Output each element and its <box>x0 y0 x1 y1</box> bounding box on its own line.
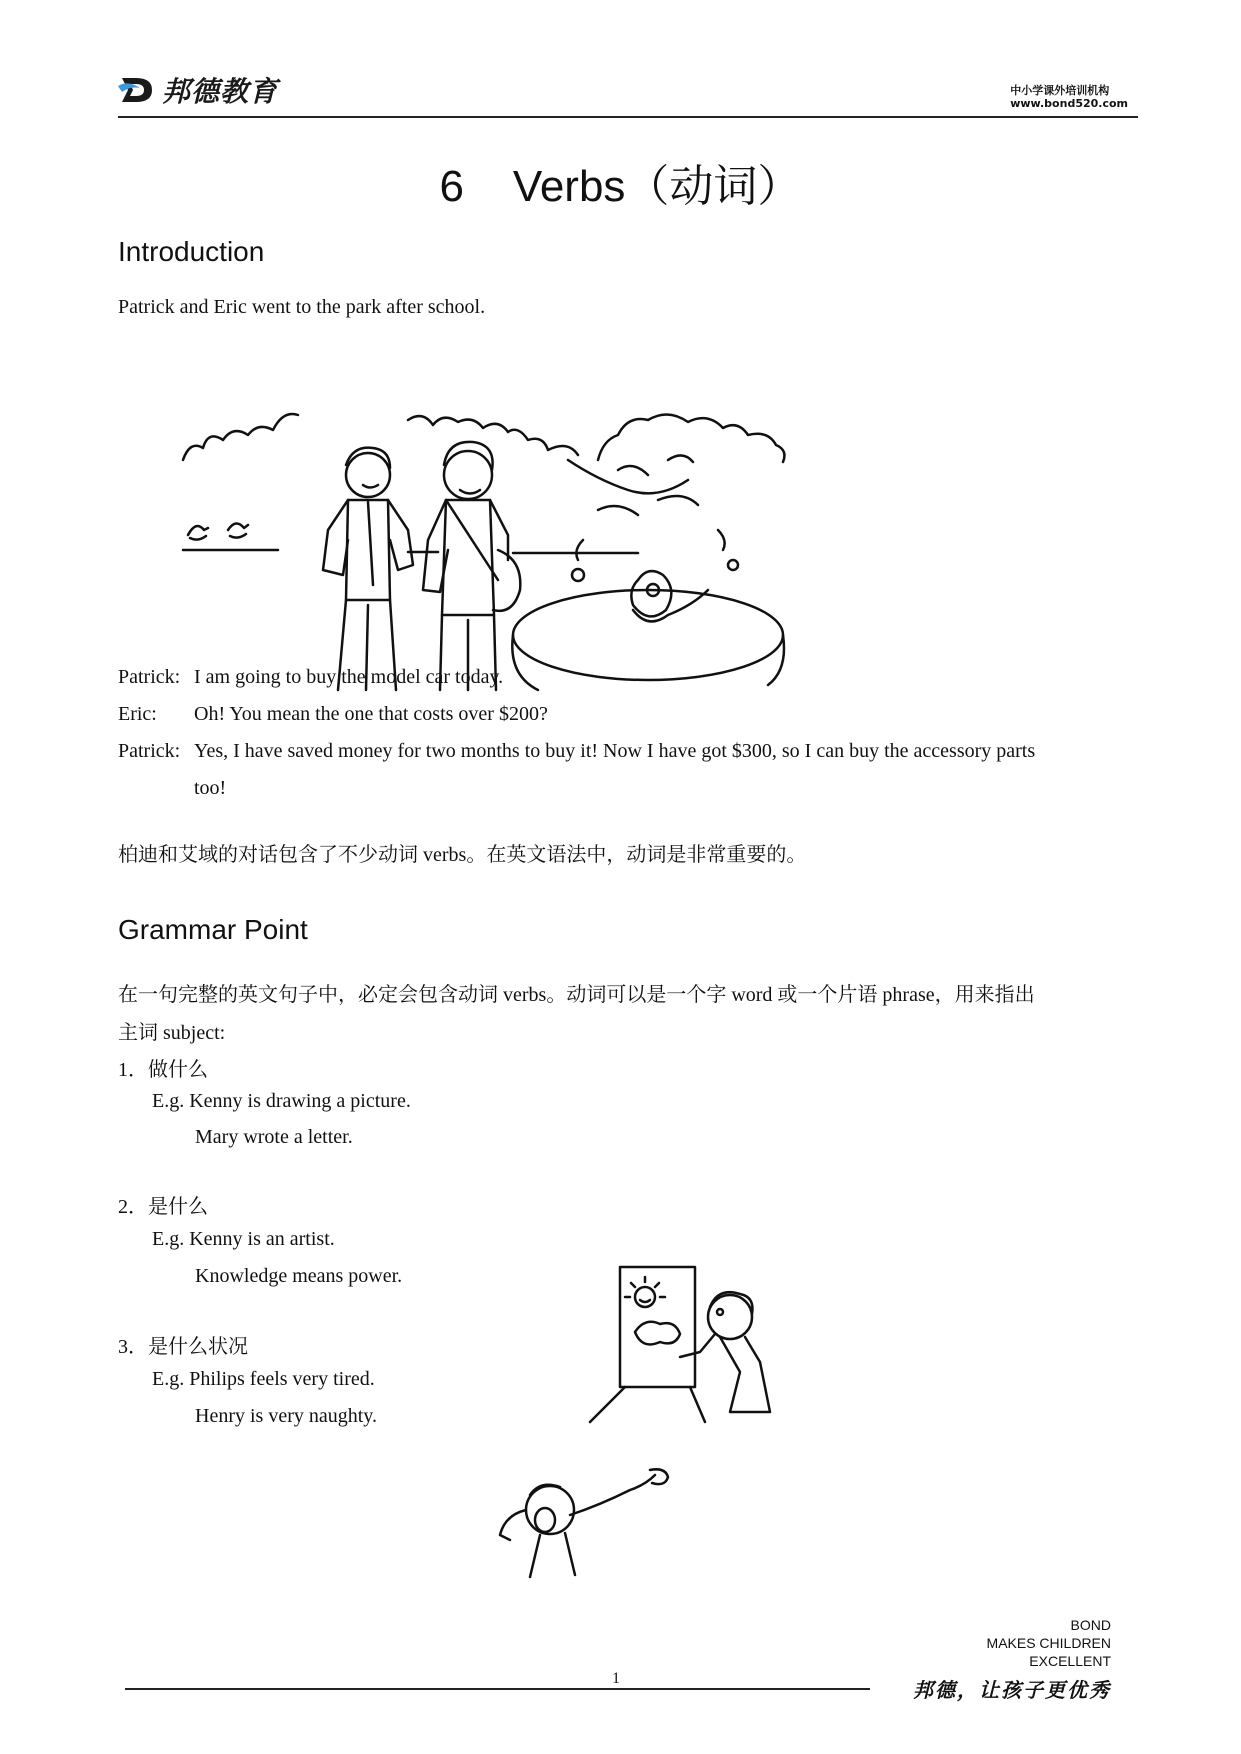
grammar-heading: Grammar Point <box>118 914 308 945</box>
header-website: www.bond520.com <box>1010 97 1128 110</box>
tired-boy-illustration <box>490 1465 680 1585</box>
bond-logo-icon <box>118 74 158 106</box>
dialogue-line <box>118 703 548 726</box>
speaker-name: Patrick: <box>118 666 181 688</box>
grammar-para-line1: 在一句完整的英文句子中，必定会包含动词 verbs。动词可以是一个字 word 或一个片语 phrase，用来指出 <box>118 984 1035 1006</box>
dialogue-line <box>118 666 503 689</box>
park-illustration <box>178 400 858 700</box>
speaker-name: Eric: <box>118 703 157 725</box>
slogan-chinese: 邦德，让孩子更优秀 <box>913 1678 1111 1702</box>
page-title: 6 Verbs（动词） <box>439 162 802 211</box>
dialogue-line <box>118 740 1035 763</box>
page-number: 1 <box>612 1670 620 1687</box>
speaker-name: Patrick: <box>118 740 181 762</box>
speaker-text: I am going to buy the model car today. <box>194 666 504 688</box>
logo-text: 邦德教育 <box>162 75 279 108</box>
logo <box>118 70 278 110</box>
example-sentence: E.g. Philips feels very tired. <box>152 1368 375 1390</box>
dialogue-continuation: too! <box>194 777 227 799</box>
slogan-line: EXCELLENT <box>1029 1653 1111 1669</box>
slogan-line: BOND <box>1070 1617 1111 1633</box>
grammar-para-line2: 主词 subject: <box>118 1022 226 1044</box>
boy-painting-illustration <box>580 1262 780 1437</box>
slogan-line: MAKES CHILDREN <box>986 1635 1111 1651</box>
intro-lead: Patrick and Eric went to the park after school. <box>118 296 486 318</box>
list-item-number: 2．是什么 <box>118 1196 208 1218</box>
intro-note: 柏迪和艾域的对话包含了不少动词 verbs。在英文语法中，动词是非常重要的。 <box>118 844 807 866</box>
example-sentence: Mary wrote a letter. <box>195 1126 353 1148</box>
introduction-heading: Introduction <box>118 236 265 267</box>
example-sentence: Knowledge means power. <box>195 1265 403 1287</box>
speaker-text: Oh! You mean the one that costs over $200? <box>194 703 548 725</box>
speaker-text: Yes, I have saved money for two months to buy it! Now I have got $300, so I can buy the accessory parts <box>194 740 1036 762</box>
footer-rule <box>125 1688 870 1690</box>
slogan-english <box>987 1616 1111 1670</box>
header-tagline: 中小学课外培训机构 <box>1010 84 1110 97</box>
example-sentence: Henry is very naughty. <box>195 1405 377 1427</box>
example-sentence: E.g. Kenny is an artist. <box>152 1228 335 1250</box>
page-header <box>118 64 1138 118</box>
example-sentence: E.g. Kenny is drawing a picture. <box>152 1090 411 1112</box>
list-item-number: 3．是什么状况 <box>118 1336 248 1358</box>
header-info <box>1010 84 1128 110</box>
list-item-number: 1．做什么 <box>118 1059 208 1081</box>
